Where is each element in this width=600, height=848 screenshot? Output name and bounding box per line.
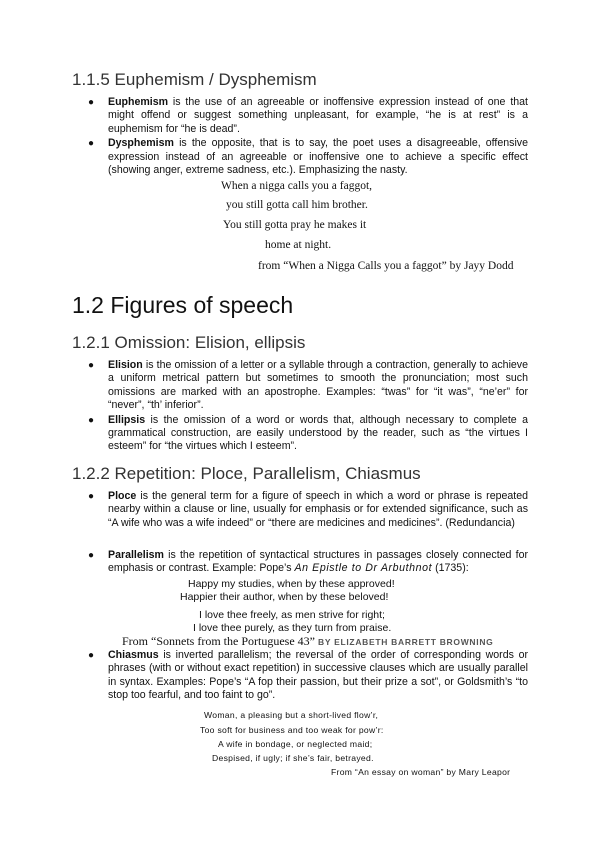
section-heading-1-1-5: 1.1.5 Euphemism / Dysphemism: [72, 70, 317, 89]
quote-line: Happy my studies, when by these approved!: [188, 578, 395, 590]
list-item-chiasmus: ● Chiasmus is inverted parallelism; the reversal of the order of corresponding words or phrases (with or without exact repetition) in successive clauses which are usually parallel in syntax. Examples: Pope’s “A fop their passion, but their prize a sot”, or Goldsmith’s “to stop too fearful, and too faint to go”.: [88, 649, 528, 702]
quote-line: I love thee freely, as men strive for right;: [199, 609, 385, 621]
quote-line: Despised, if ugly; if she’s fair, betrayed.: [212, 753, 374, 763]
quote-line: Woman, a pleasing but a short-lived flow’r,: [204, 710, 379, 720]
poem-source: from “When a Nigga Calls you a faggot” by Jayy Dodd: [258, 260, 514, 272]
bullet-icon: ●: [88, 360, 95, 371]
list-item-euphemism: ● Euphemism is the use of an agreeable or inoffensive expression instead of one that might offend or suggest something unpleasant, for example, “he is at rest” is a euphemism for “he is dead”.: [88, 96, 528, 135]
bullet-icon: ●: [88, 138, 95, 150]
list-item-ploce: ● Ploce is the general term for a figure of speech in which a word or phrase is repeated nearby within a clause or line, usually for emphasis or for extended significance, such as “A wife who was a wife indeed” or “there are medicines and medicines”. (Redundancia): [88, 490, 528, 529]
bullet-icon: ●: [88, 550, 95, 561]
list-item-elision: ● Elision is the omission of a letter or a syllable through a contraction, generally to achieve a uniform metrical pattern but sometimes to smooth the pronunciation; most such omissions are marked with an apostrophe. Examples: “twas” for “it was”, “ne’er” for “never”, “th’ inferior”.: [88, 359, 528, 412]
quote-line: Happier their author, when by these beloved!: [180, 591, 389, 603]
list-item-dysphemism: ● Dysphemism is the opposite, that is to say, the poet uses a disagreeable, offensive expression instead of an agreeable or inoffensive one to achieve a specific effect (showing anger, extreme sadness, etc.). Emphasizing the nasty.: [88, 137, 528, 177]
section-heading-1-2-1: 1.2.1 Omission: Elision, ellipsis: [72, 333, 306, 352]
poem-line: When a nigga calls you a faggot,: [221, 180, 373, 192]
section-heading-1-2: 1.2 Figures of speech: [72, 292, 294, 318]
quote-line: Too soft for business and too weak for pow’r:: [200, 725, 384, 735]
bullet-icon: ●: [88, 97, 95, 108]
quote-source: From “An essay on woman” by Mary Leapor: [331, 767, 511, 777]
quote-source: From “Sonnets from the Portuguese 43” BY ELIZABETH BARRETT BROWNING: [122, 634, 494, 648]
bullet-list-parallelism: [88, 549, 528, 577]
list-item-parallelism: ● Parallelism is the repetition of syntactical structures in passages closely connected for emphasis or contrast. Example: Pope’s An Epistle to Dr Arbuthnot (1735):: [88, 549, 528, 575]
bullet-list-euphemism: [88, 96, 528, 178]
bullet-list-chiasmus: [88, 649, 528, 704]
quote-line: I love thee purely, as they turn from praise.: [193, 622, 392, 634]
section-heading-1-2-2: 1.2.2 Repetition: Ploce, Parallelism, Chiasmus: [72, 464, 421, 483]
bullet-list-ploce: [88, 490, 528, 531]
quote-line: A wife in bondage, or neglected maid;: [218, 739, 373, 749]
poem-line: you still gotta call him brother.: [226, 199, 368, 211]
bullet-list-omission: [88, 359, 528, 455]
poem-line: You still gotta pray he makes it: [223, 219, 367, 231]
bullet-icon: ●: [88, 650, 95, 661]
bullet-icon: ●: [88, 491, 95, 502]
poem-line: home at night.: [265, 239, 332, 251]
bullet-icon: ●: [88, 414, 95, 426]
list-item-ellipsis: ● Ellipsis is the omission of a word or words that, although necessary to complete a grammatical construction, are easily understood by the reader, such as “the virtues I esteem” for “the virtues which I esteem”.: [88, 413, 528, 453]
